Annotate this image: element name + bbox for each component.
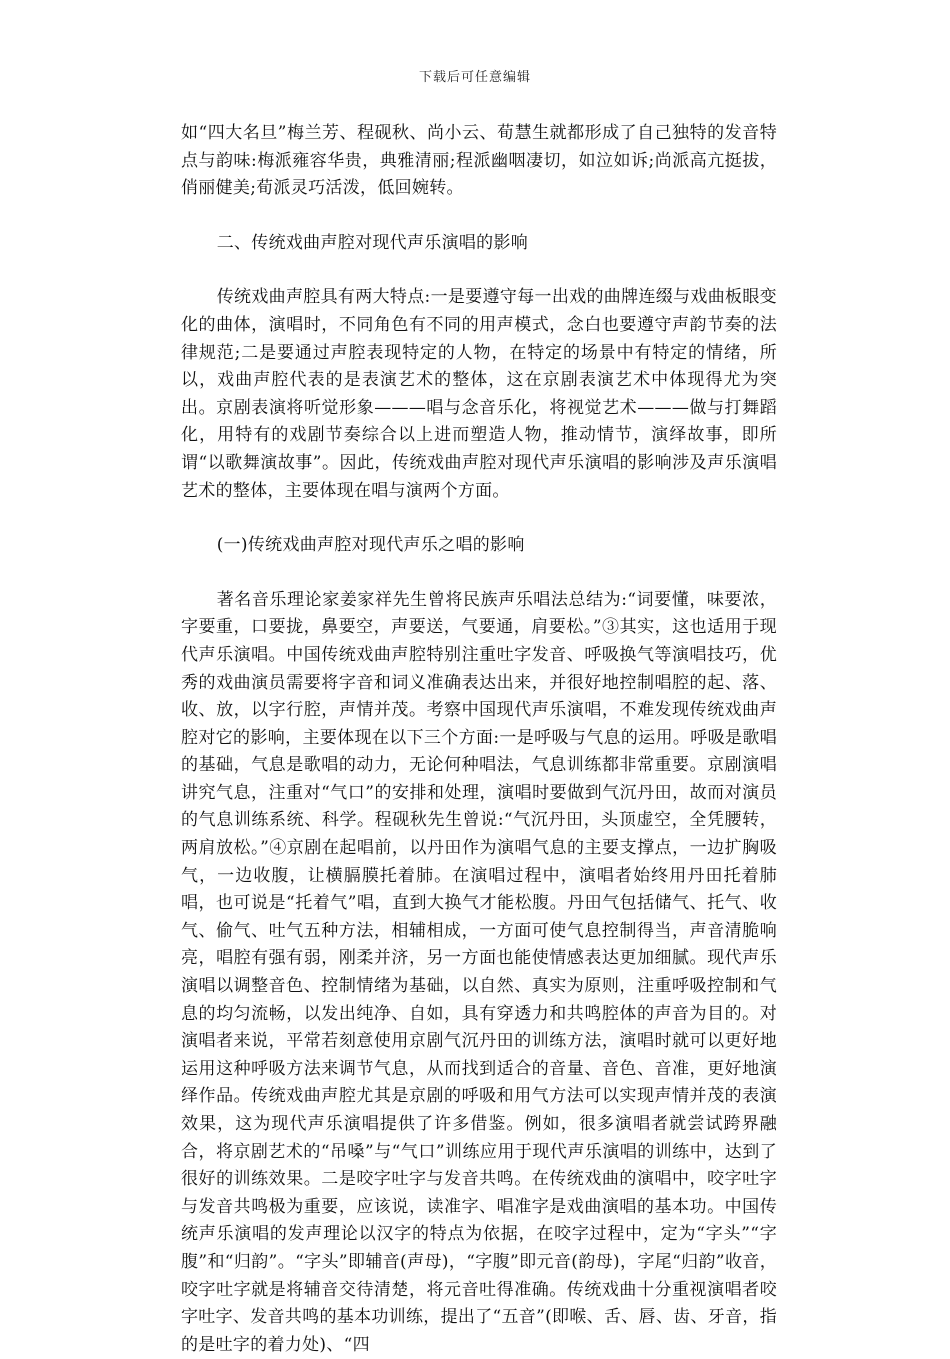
section-heading-2: 二、传统戏曲声腔对现代声乐演唱的影响 <box>216 232 529 253</box>
page-header: 下载后可任意编辑 <box>418 70 531 85</box>
document-body <box>181 120 777 1359</box>
paragraph-gap <box>181 203 777 230</box>
paragraph-two-features: 传统戏曲声腔具有两大特点:一是要遵守每一出戏的曲牌连缀与戏曲板眼变化的曲体，演唱时，不同角色有不同的用声模式，念白也要遵守声韵节奏的法律规范;二是要通过声腔表现特定的人物，在特定的场景中有特定的情绪，所以，戏曲声腔代表的是表演艺术的整体，这在京剧表演艺术中体现得尤为突出。京剧表演将听觉形象———唱与念音乐化，将视觉艺术———做与打舞蹈化，用特有的戏剧节奏综合以上进而塑造人物，推动情节，演绎故事，即所谓“以歌舞演故事”。因此，传统戏曲声腔对现代声乐演唱的影响涉及声乐演唱艺术的整体，主要体现在唱与演两个方面。 <box>181 287 777 501</box>
paragraph-gap <box>181 505 777 532</box>
subsection-heading-1: (一)传统戏曲声腔对现代声乐之唱的影响 <box>216 535 525 556</box>
paragraph-singing-influence: 著名音乐理论家姜家祥先生曾将民族声乐唱法总结为:“词要懂，味要浓，字要重，口要拢，鼻要空，声要送，气要通，肩要松。”③其实，这也适用于现代声乐演唱。中国传统戏曲声腔特别注重吐字发音、呼吸换气等演唱技巧，优秀的戏曲演员需要将字音和词义准确表达出来，并很好地控制唱腔的起、落、收、放，以字行腔，声情并茂。考察中国现代声乐演唱，不难发现传统戏曲声腔对它的影响，主要体现在以下三个方面:一是呼吸与气息的运用。呼吸是歌唱的基础，气息是歌唱的动力，无论何种唱法，气息训练都非常重要。京剧演唱讲究气息，注重对“气口”的安排和处理，演唱时要做到气沉丹田，故而对演员的气息训练系统、科学。程砚秋先生曾说:“气沉丹田，头顶虚空，全凭腰转，两肩放松。”④京剧在起唱前，以丹田作为演唱气息的主要支撑点，一边扩胸吸气，一边收腹，让横膈膜托着肺。在演唱过程中，演唱者始终用丹田托着肺唱，也可说是“托着气”唱，直到大换气才能松腹。丹田气包括储气、托气、收气、偷气、吐气五种方法，相辅相成，一方面可使气息控制得当，声音清脆响亮，唱腔有强有弱，刚柔并济，另一方面也能使情感表达更加细腻。现代声乐演唱以调整音色、控制情绪为基础，以自然、真实为原则，注重呼吸控制和气息的均匀流畅，以发出纯净、自如，具有穿透力和共鸣腔体的声音为目的。对演唱者来说，平常若刻意使用京剧气沉丹田的训练方法，演唱时就可以更好地运用这种呼吸方法来调节气息，从而找到适合的音量、音色、音准，更好地演绎作品。传统戏曲声腔尤其是京剧的呼吸和用气方法可以实现声情并茂的表演效果，这为现代声乐演唱提供了许多借鉴。例如，很多演唱者就尝试跨界融合，将京剧艺术的“吊嗓”与“气口”训练应用于现代声乐演唱的训练中，达到了很好的训练效果。二是咬字吐字与发音共鸣。在传统戏曲的演唱中，咬字吐字与发音共鸣极为重要，应该说，读准字、唱准字是戏曲演唱的基本功。中国传统声乐演唱的发声理论以汉字的特点为依据，在咬字过程中，定为“字头”“字腹”和“归韵”。“字头”即辅音(声母)，“字腹”即元音(韵母)，字尾“归韵”收音，咬字吐字就是将辅音交待清楚，将元音吐得准确。传统戏曲十分重视演唱者咬字吐字、发音共鸣的基本功训练，提出了“五音”(即喉、舌、唇、齿、牙音，指的是吐字的着力处)、“四 <box>181 589 777 1355</box>
paragraph-gap <box>181 257 777 284</box>
paragraph-four-great-dan: 如“四大名旦”梅兰芳、程砚秋、尚小云、荀慧生就都形成了自己独特的发音特点与韵味:梅派雍容华贵，典雅清丽;程派幽咽凄切，如泣如诉;尚派高亢挺拔，俏丽健美;荀派灵巧活泼，低回婉转。 <box>181 123 777 199</box>
paragraph-gap <box>181 560 777 587</box>
